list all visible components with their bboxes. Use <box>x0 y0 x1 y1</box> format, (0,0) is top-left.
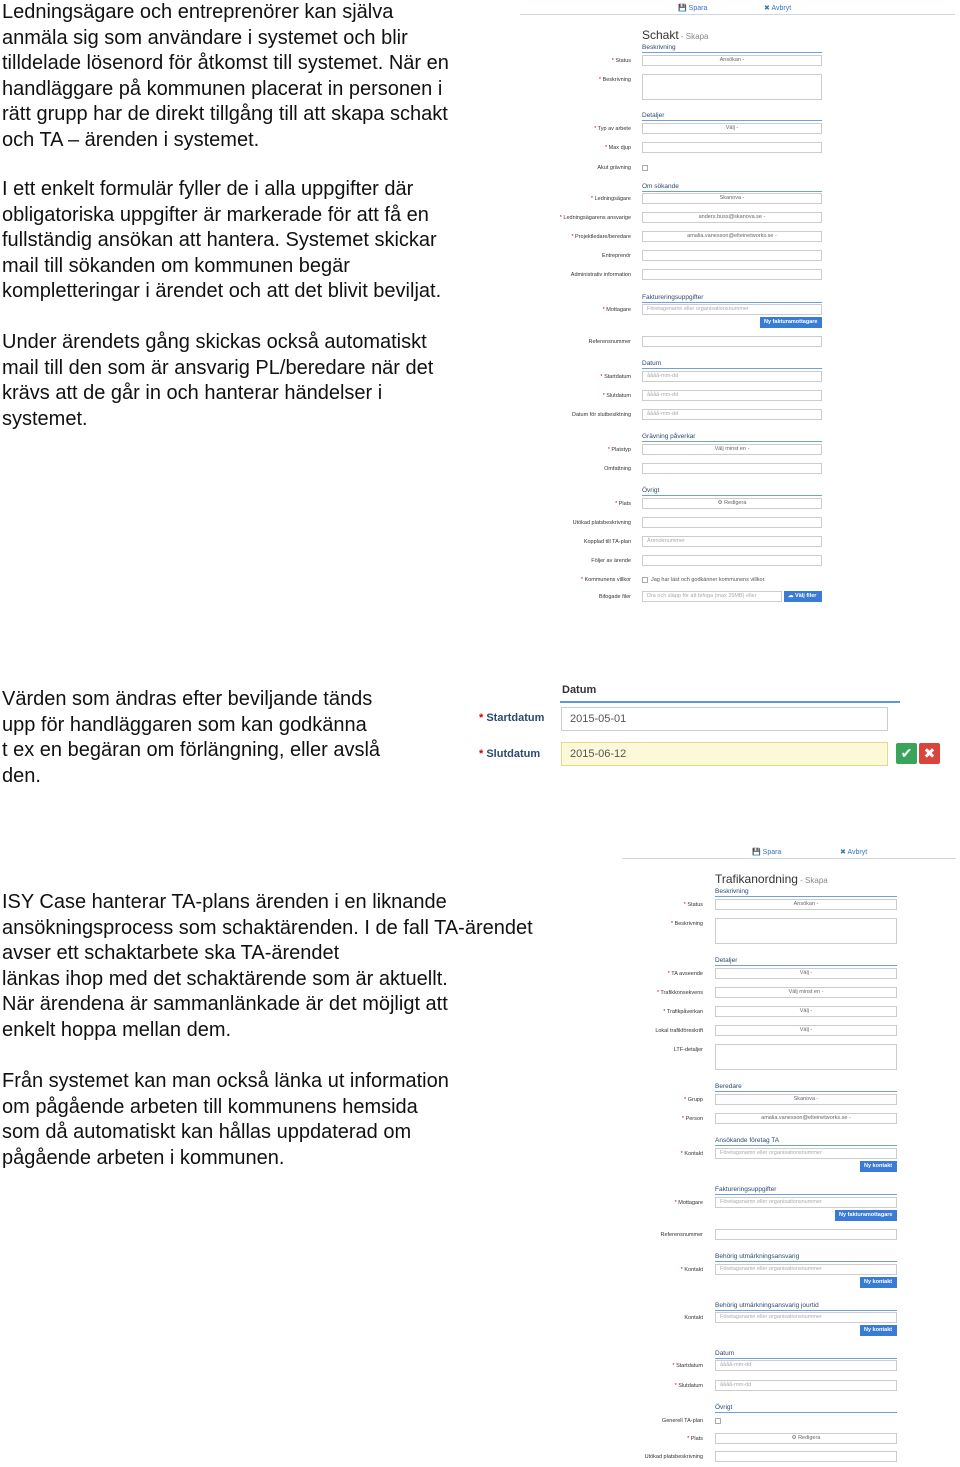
oncall-contact-label: Kontakt <box>684 1315 703 1321</box>
person-select[interactable]: amalia.vanesson@elteinetworks.se - <box>715 1113 897 1124</box>
work-type-label: * Typ av arbete <box>594 126 631 132</box>
reference-label: Referensnummer <box>660 1232 703 1238</box>
start-date-input[interactable]: åååå-mm-dd <box>715 1360 897 1371</box>
section-detaljer: Detaljer <box>642 112 665 119</box>
general-ta-label: Generell TA-plan <box>661 1418 703 1424</box>
description-input[interactable] <box>642 74 822 100</box>
schakt-form <box>520 0 955 610</box>
place-label: * Plats <box>687 1436 703 1442</box>
status-label: * Status <box>683 902 703 908</box>
section-gravning: Grävning påverkar <box>642 433 696 440</box>
max-depth-label: * Max djup <box>605 145 631 151</box>
place-type-select[interactable]: Välj minst en - <box>642 444 822 455</box>
follows-case-label: Följer av ärende <box>591 558 631 564</box>
attachments-dropzone[interactable]: Dra och släpp för att bifoga (max 25MB) eller <box>642 591 782 602</box>
traffic-impact-label: * Trafikpåverkan <box>663 1009 703 1015</box>
owner-select[interactable]: Skanova - <box>642 193 822 204</box>
project-manager-select[interactable]: amalia.vanesson@elteinetworks.se - <box>642 231 822 242</box>
section-beskrivning: Beskrivning <box>642 44 676 51</box>
section-fakturering: Faktureringsuppgifter <box>642 294 704 301</box>
extent-input[interactable] <box>642 463 822 474</box>
cancel-button[interactable]: ✖ Avbryt <box>764 5 792 12</box>
reference-input[interactable] <box>715 1229 897 1240</box>
max-depth-input[interactable] <box>642 142 822 153</box>
local-regulation-select[interactable]: Välj - <box>715 1025 897 1036</box>
place-label: * Plats <box>615 501 631 507</box>
inspection-date-input[interactable]: åååå-mm-dd <box>642 409 822 420</box>
terms-text: Jag har läst och godkänner kommunens villkor. <box>651 577 766 583</box>
save-button[interactable]: 💾 Spara <box>752 849 782 856</box>
section-applicant-company: Ansökande företag TA <box>715 1137 780 1144</box>
save-button[interactable]: 💾 Spara <box>678 5 708 12</box>
local-regulation-label: Lokal trafikföreskrift <box>655 1028 703 1034</box>
end-date-label: * Slutdatum <box>602 393 631 399</box>
choose-files-button[interactable]: ☁ Välj filer <box>784 591 822 602</box>
traffic-consequence-label: * Trafikkonsekvens <box>656 990 703 996</box>
form-paragraph: I ett enkelt formulär fyller de i alla uppgifter där obligatoriska uppgifter är markerade för att få en fullständig ansökan att hantera. Systemet skickar mail till sökanden om kommunen begär kompletteringar i ärendet och att det blivit beviljat. <box>2 178 442 302</box>
owner-responsible-select[interactable]: anders.buss@skanova.se - <box>642 212 822 223</box>
authorized-contact-label: * Kontakt <box>680 1267 703 1273</box>
traffic-impact-select[interactable]: Välj - <box>715 1006 897 1017</box>
section-authorized-oncall: Behörig utmärkningsansvarig jourtid <box>715 1302 819 1309</box>
section-datum: Datum <box>715 1350 735 1357</box>
new-recipient-button[interactable]: Ny fakturamottagare <box>760 317 822 328</box>
linked-ta-input[interactable]: Ärendenummer <box>642 536 822 547</box>
extended-place-label: Utökad platsbeskrivning <box>644 1454 703 1460</box>
inspection-date-label: Datum för slutbesiktning <box>572 412 631 418</box>
authorized-contact-input[interactable]: Företagsnamn eller organisationsnummer <box>715 1264 897 1275</box>
urgent-label: Akut grävning <box>597 165 631 171</box>
reference-input[interactable] <box>642 336 822 347</box>
recipient-label: * Mottagare <box>674 1200 703 1206</box>
form-title: Schakt - Skapa <box>642 28 709 42</box>
extended-place-input[interactable] <box>642 517 822 528</box>
ltf-details-label: LTF-detaljer <box>673 1047 703 1053</box>
traffic-consequence-select[interactable]: Välj minst en - <box>715 987 897 998</box>
approval-paragraph: Värden som ändras efter beviljande tänds upp för handläggaren som kan godkänna t ex en begäran om förlängning, eller avslå den. <box>2 688 381 787</box>
recipient-input[interactable]: Företagsnamn eller organisationsnummer <box>642 304 822 315</box>
contact-label: * Kontakt <box>680 1151 703 1157</box>
oncall-contact-input[interactable]: Företagsnamn eller organisationsnummer <box>715 1312 897 1323</box>
date-approval-panel <box>475 680 945 775</box>
section-ovrigt: Övrigt <box>642 487 660 494</box>
contractor-input[interactable] <box>642 250 822 261</box>
section-ovrigt: Övrigt <box>715 1404 733 1411</box>
group-label: * Grupp <box>684 1097 703 1103</box>
linked-ta-label: Kopplad till TA-plan <box>583 539 631 545</box>
new-recipient-button[interactable]: Ny fakturamottagare <box>835 1210 897 1221</box>
start-date-label: * Startdatum <box>600 374 631 380</box>
section-om-sokande: Om sökande <box>642 183 679 190</box>
status-select[interactable]: Ansökan - <box>715 899 897 910</box>
approve-button[interactable]: ✔ <box>896 743 917 764</box>
group-select[interactable]: Skanova - <box>715 1094 897 1105</box>
start-date-label: * Startdatum <box>672 1363 703 1369</box>
website-paragraph: Från systemet kan man också länka ut information om pågående arbeten till kommunens hemsida som då automatiskt kan hållas uppdaterad om pågående arbeten i kommunen. <box>2 1070 449 1169</box>
extent-label: Omfattning <box>604 466 631 472</box>
start-date-label: * Startdatum <box>479 712 545 724</box>
follows-case-input[interactable] <box>642 555 822 566</box>
terms-checkbox[interactable] <box>642 577 648 583</box>
reject-button[interactable]: ✖ <box>919 743 940 764</box>
description-input[interactable] <box>715 918 897 944</box>
contractor-label: Entreprenör <box>601 253 631 259</box>
section-detaljer: Detaljer <box>715 957 738 964</box>
ta-form <box>622 844 956 1466</box>
date-section-title: Datum <box>562 684 597 696</box>
owner-label: * Ledningsägare <box>590 196 631 202</box>
section-beskrivning: Beskrivning <box>715 888 749 895</box>
start-date-input[interactable]: åååå-mm-dd <box>642 371 822 382</box>
owner-responsible-label: * Ledningsägarens ansvarige <box>559 215 631 221</box>
status-select[interactable]: Ansökan - <box>642 55 822 66</box>
admin-info-label: Administrativ information <box>570 272 631 278</box>
section-beredare: Beredare <box>715 1083 742 1090</box>
section-authorized: Behörig utmärkningsansvarig <box>715 1253 800 1260</box>
attachments-label: Bifogade filer <box>598 594 631 600</box>
ta-paragraph: ISY Case hanterar TA-plans ärenden i en liknande ansökningsprocess som schaktärenden. I de fall TA-ärendet avser ett schaktarbete ska TA-ärendet länkas ihop med det schaktärende som är aktuellt. När ärendena är sammanlänkade är det möjligt att enkelt hoppa mellan dem. <box>2 891 533 1041</box>
person-label: * Person <box>681 1116 703 1122</box>
terms-label: * Kommunens villkor <box>580 577 631 583</box>
description-label: * Beskrivning <box>670 921 703 927</box>
end-date-input-changed[interactable]: 2015-06-12 <box>561 742 888 766</box>
place-edit-button[interactable]: ⚙ Redigera <box>715 1433 897 1444</box>
general-ta-checkbox[interactable] <box>715 1418 721 1424</box>
ta-regarding-label: * TA avseende <box>667 971 703 977</box>
urgent-checkbox[interactable] <box>642 165 648 171</box>
new-contact-button[interactable]: Ny kontakt <box>860 1161 897 1172</box>
section-fakturering: Faktureringsuppgifter <box>715 1186 777 1193</box>
cancel-button[interactable]: ✖ Avbryt <box>840 849 868 856</box>
new-authorized-contact-button[interactable]: Ny kontakt <box>860 1277 897 1288</box>
end-date-label: * Slutdatum <box>674 1383 703 1389</box>
place-type-label: * Platstyp <box>607 447 631 453</box>
mail-paragraph: Under ärendets gång skickas också automatiskt mail till den som är ansvarig PL/beredare när det krävs att de går in och hanterar händelser i systemet. <box>2 331 434 430</box>
section-datum: Datum <box>642 360 662 367</box>
end-date-input[interactable]: åååå-mm-dd <box>715 1380 897 1391</box>
recipient-label: * Mottagare <box>602 307 631 313</box>
admin-info-input[interactable] <box>642 269 822 280</box>
recipient-input[interactable]: Företagsnamn eller organisationsnummer <box>715 1197 897 1208</box>
start-date-input[interactable]: 2015-05-01 <box>561 707 888 731</box>
end-date-input[interactable]: åååå-mm-dd <box>642 390 822 401</box>
reference-label: Referensnummer <box>588 339 631 345</box>
end-date-label: * Slutdatum <box>479 748 541 760</box>
description-label: * Beskrivning <box>598 77 631 83</box>
intro-paragraph: Ledningsägare och entreprenörer kan själva anmäla sig som användare i systemet och blir tilldelade lösenord för åtkomst till systemet. När en handläggare på kommunen placerat in personen i rätt grupp har de direkt tillgång till att skapa schakt och TA – ärenden i systemet. <box>2 1 449 151</box>
ta-regarding-select[interactable]: Välj - <box>715 968 897 979</box>
project-manager-label: * Projektledare/beredare <box>571 234 631 240</box>
place-edit-button[interactable]: ⚙ Redigera <box>642 498 822 509</box>
ltf-details-input[interactable] <box>715 1044 897 1070</box>
new-oncall-contact-button[interactable]: Ny kontakt <box>860 1325 897 1336</box>
extended-place-label: Utökad platsbeskrivning <box>572 520 631 526</box>
work-type-select[interactable]: Välj - <box>642 123 822 134</box>
contact-input[interactable]: Företagsnamn eller organisationsnummer <box>715 1148 897 1159</box>
extended-place-input[interactable] <box>715 1451 897 1462</box>
form-title: Trafikanordning - Skapa <box>715 872 828 886</box>
status-label: * Status <box>611 58 631 64</box>
